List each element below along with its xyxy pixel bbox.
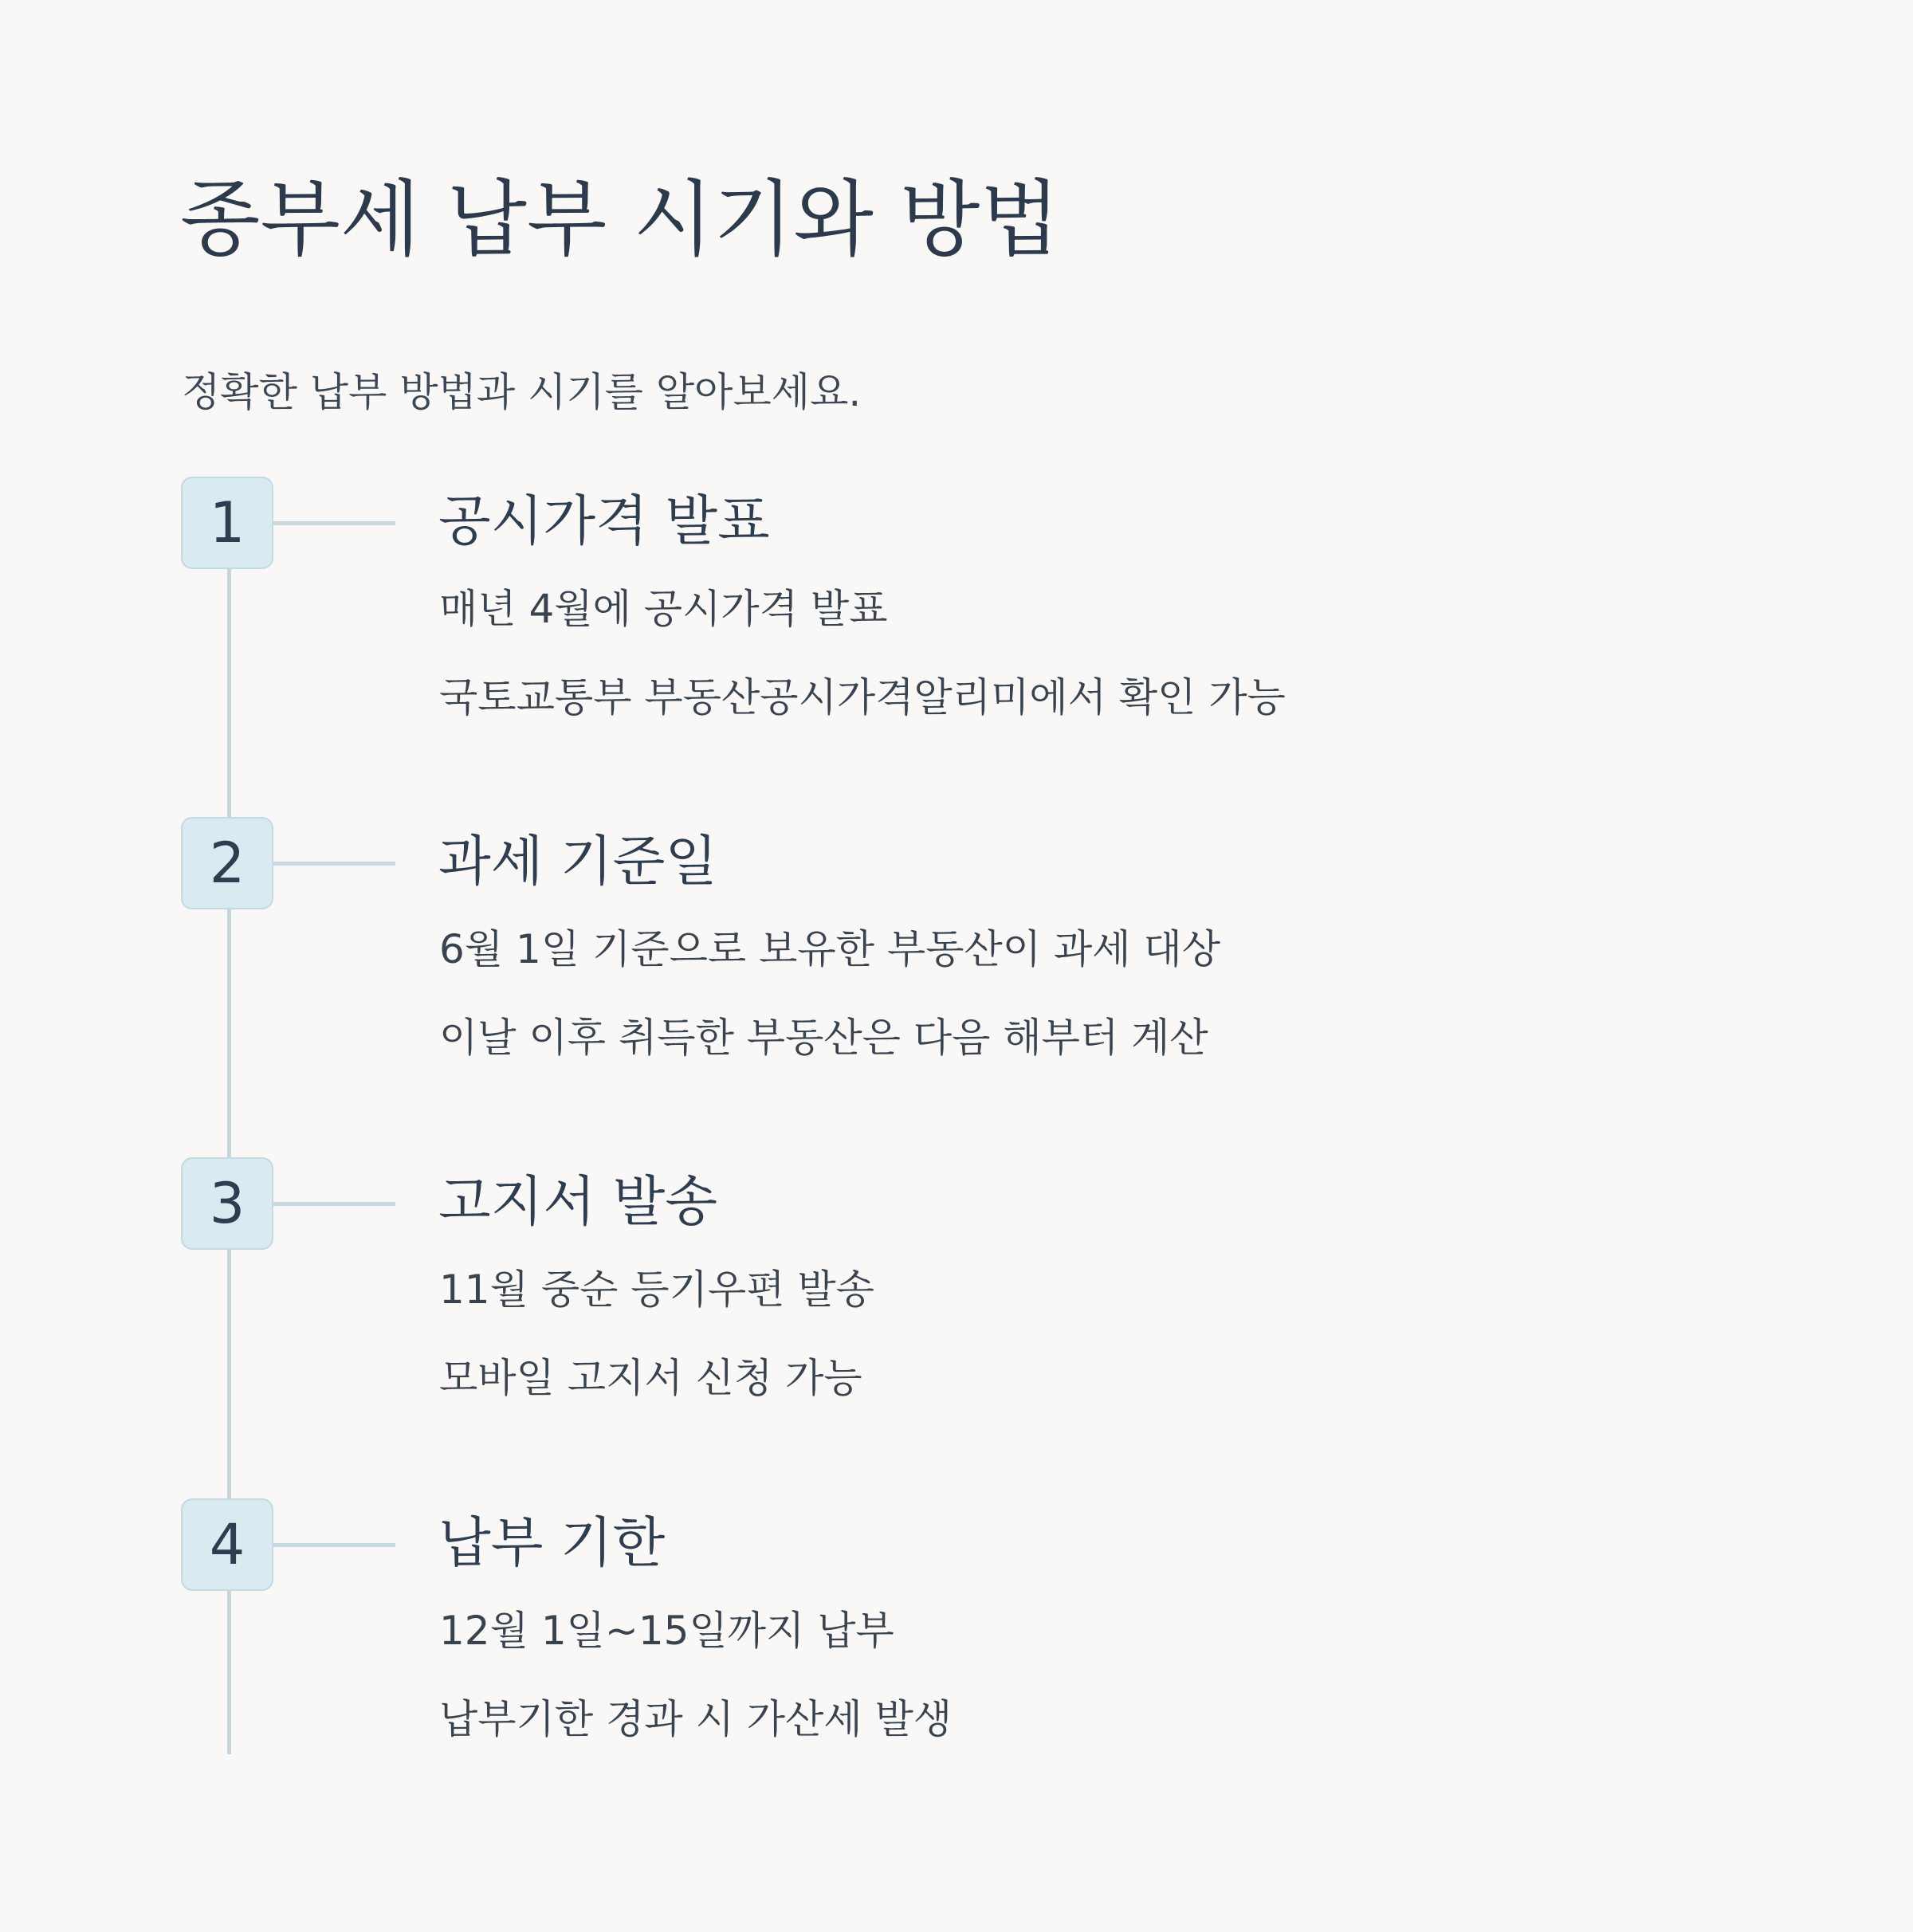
step-number-badge: 1: [181, 477, 273, 569]
step-title: 고지서 발송: [438, 1171, 718, 1234]
step-detail: 매년 4월에 공시가격 발표: [439, 586, 888, 632]
step-number-badge: 3: [181, 1157, 273, 1250]
step-connector: [273, 862, 395, 866]
step-connector: [273, 1543, 395, 1547]
step-number-badge: 4: [181, 1498, 273, 1591]
step-title: 공시가격 발표: [438, 490, 770, 553]
page-title: 종부세 납부 시기와 방법: [180, 171, 1060, 268]
step-detail: 6월 1일 기준으로 보유한 부동산이 과세 대상: [439, 926, 1221, 972]
step-detail: 모바일 고지서 신청 가능: [439, 1355, 862, 1401]
step-detail: 11월 중순 등기우편 발송: [439, 1266, 875, 1313]
step-title: 납부 기한: [438, 1512, 666, 1575]
step-detail: 납부기한 경과 시 가산세 발생: [439, 1696, 953, 1742]
step-detail: 12월 1일~15일까지 납부: [439, 1608, 894, 1654]
step-connector: [273, 521, 395, 525]
page-subtitle: 정확한 납부 방법과 시기를 알아보세요.: [182, 369, 862, 415]
step-detail: 이날 이후 취득한 부동산은 다음 해부터 계산: [439, 1015, 1208, 1061]
step-number-badge: 2: [181, 817, 273, 909]
step-connector: [273, 1202, 395, 1206]
step-detail: 국토교통부 부동산공시가격알리미에서 확인 가능: [439, 674, 1286, 721]
step-title: 과세 기준일: [438, 831, 718, 893]
